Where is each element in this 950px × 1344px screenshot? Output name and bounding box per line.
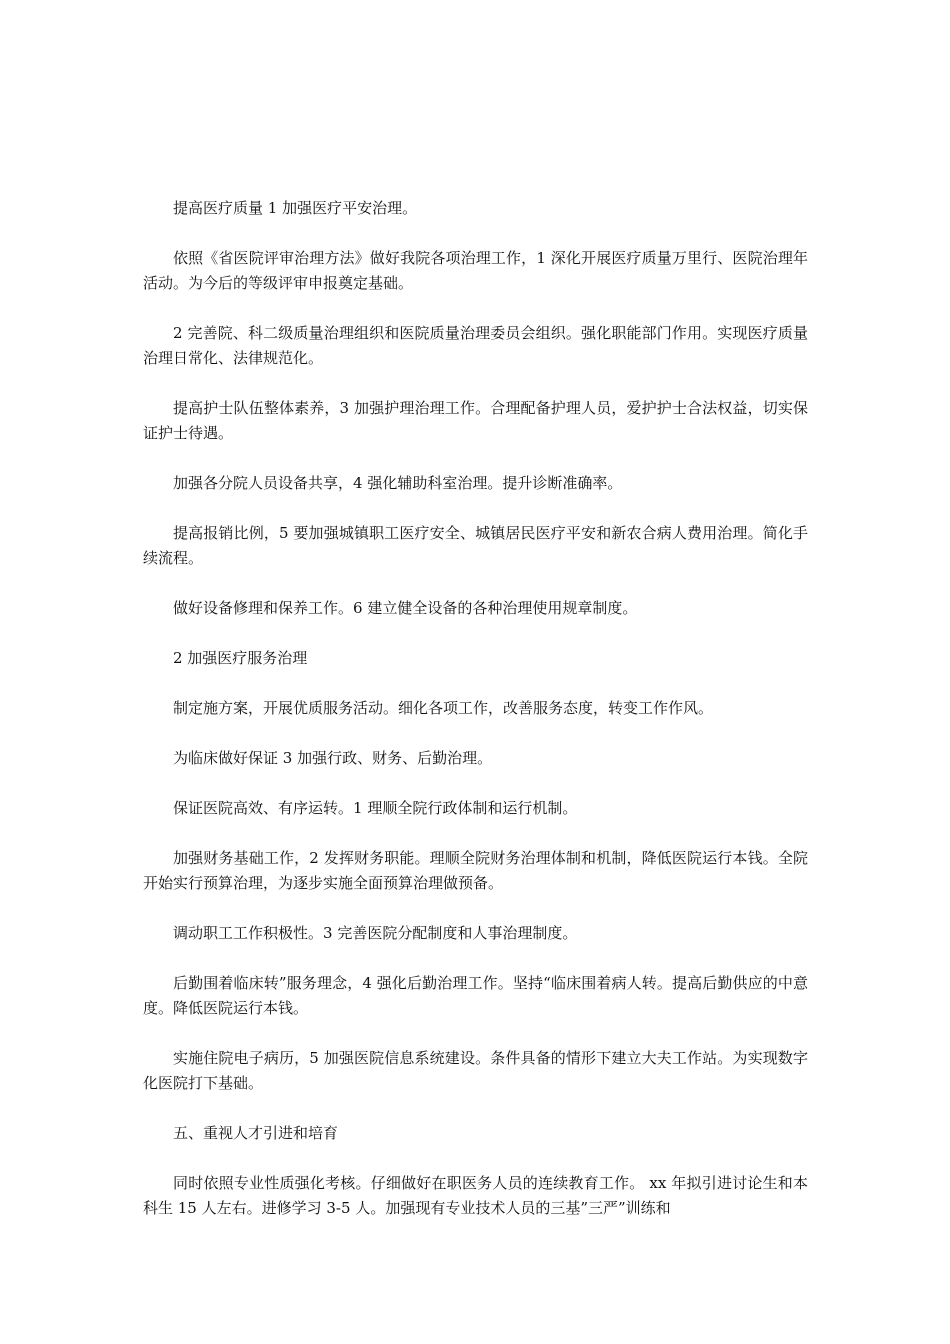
paragraph-7: 做好设备修理和保养工作。6 建立健全设备的各种治理使用规章制度。	[173, 599, 638, 617]
paragraph-17: 同时依照专业性质强化考核。仔细做好在职医务人员的连续教育工作。 xx 年拟引进讨论生和本科生 15 人左右。进修学习 3-5 人。加强现有专业技术人员的三基”三严”训练和	[143, 1174, 808, 1217]
paragraph-5: 加强各分院人员设备共享，4 强化辅助科室治理。提升诊断准确率。	[173, 474, 623, 492]
section-heading-medical-service: 2 加强医疗服务治理	[173, 649, 308, 667]
document-body	[143, 196, 808, 1246]
paragraph-2: 依照《省医院评审治理方法》做好我院各项治理工作，1 深化开展医疗质量万里行、医院治理年活动。为今后的等级评审申报奠定基础。	[143, 249, 808, 292]
paragraph-10: 为临床做好保证 3 加强行政、财务、后勤治理。	[173, 749, 493, 767]
section-heading-talent: 五、重视人才引进和培育	[173, 1124, 339, 1142]
paragraph-12: 加强财务基础工作，2 发挥财务职能。理顺全院财务治理体制和机制，降低医院运行本钱。全院开始实行预算治理，为逐步实施全面预算治理做预备。	[143, 849, 808, 892]
paragraph-11: 保证医院高效、有序运转。1 理顺全院行政体制和运行机制。	[173, 799, 578, 817]
paragraph-6: 提高报销比例，5 要加强城镇职工医疗安全、城镇居民医疗平安和新农合病人费用治理。简化手续流程。	[143, 524, 808, 567]
paragraph-14: 后勤围着临床转”服务理念，4 强化后勤治理工作。坚持“临床围着病人转。提高后勤供应的中意度。降低医院运行本钱。	[143, 974, 808, 1017]
paragraph-15: 实施住院电子病历，5 加强医院信息系统建设。条件具备的情形下建立大夫工作站。为实现数字化医院打下基础。	[143, 1049, 808, 1092]
paragraph-4: 提高护士队伍整体素养，3 加强护理治理工作。合理配备护理人员，爱护护士合法权益，切实保证护士待遇。	[143, 399, 808, 442]
paragraph-13: 调动职工工作积极性。3 完善医院分配制度和人事治理制度。	[173, 924, 578, 942]
paragraph-1: 提高医疗质量 1 加强医疗平安治理。	[173, 199, 418, 217]
paragraph-9: 制定施方案，开展优质服务活动。细化各项工作，改善服务态度，转变工作作风。	[173, 699, 714, 717]
paragraph-3: 2 完善院、科二级质量治理组织和医院质量治理委员会组织。强化职能部门作用。实现医疗质量治理日常化、法律规范化。	[143, 324, 808, 367]
